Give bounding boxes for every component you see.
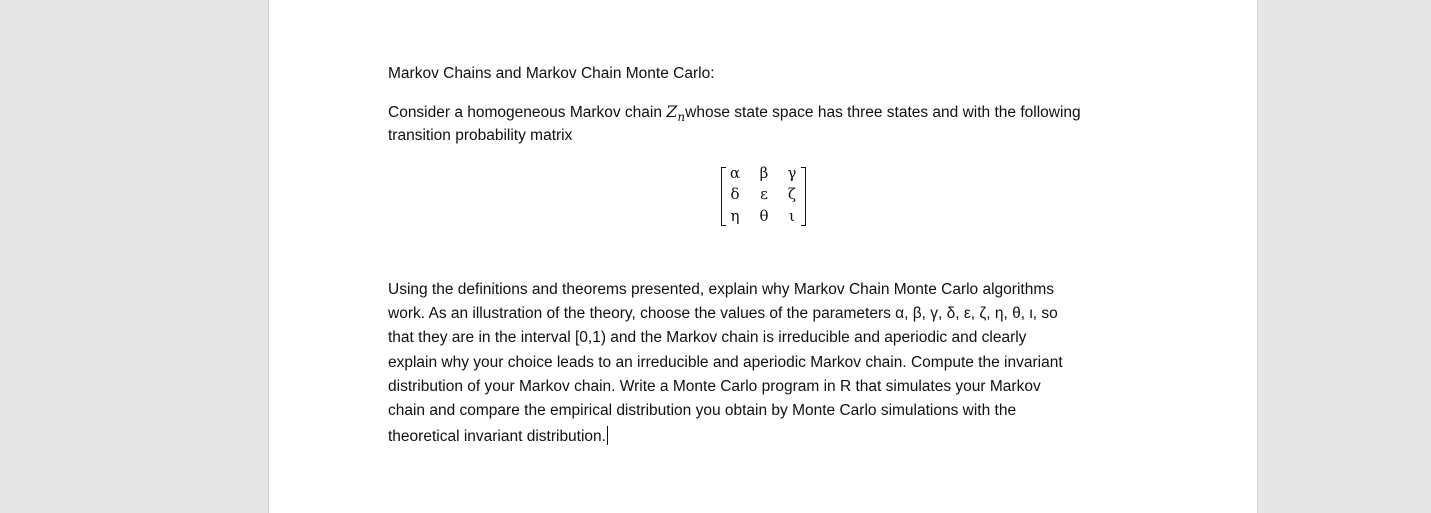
document-heading: Markov Chains and Markov Chain Monte Carlo: (388, 65, 715, 82)
matrix-cell-eta: η (730, 207, 740, 225)
body-line-5: distribution of your Markov chain. Write a Monte Carlo program in R that simulates your Markov (388, 378, 1041, 395)
intro-text-after: whose state space has three states and with the following (685, 104, 1081, 121)
matrix-cell-epsilon: ε (760, 185, 768, 203)
intro-line-2: transition probability matrix (388, 127, 573, 144)
text-cursor (607, 426, 608, 445)
matrix-cell-theta: θ (759, 207, 769, 225)
body-line-6: chain and compare the empirical distribution you obtain by Monte Carlo simulations with the (388, 402, 1017, 419)
matrix-cell-iota: ι (789, 207, 795, 225)
variable-letter: Z (666, 102, 678, 121)
body-line-3: that they are in the interval [0,1) and the Markov chain is irreducible and aperiodic and clearly (388, 329, 1027, 346)
variable-subscript: n (677, 110, 686, 124)
matrix-cell-beta: β (759, 164, 769, 182)
document-page[interactable] (268, 0, 1258, 513)
body-line-2: work. As an illustration of the theory, choose the values of the parameters α, β, γ, δ, ε, ζ, η, θ, ι, so (388, 305, 1058, 322)
matrix-cell-alpha: α (729, 164, 741, 182)
body-line-1: Using the definitions and theorems presented, explain why Markov Chain Monte Carlo algorithms (388, 281, 1054, 298)
intro-line-1 (388, 102, 1081, 124)
markov-chain-variable (666, 102, 686, 124)
body-line-7-text: theoretical invariant distribution. (388, 428, 606, 445)
intro-text-before: Consider a homogeneous Markov chain (388, 104, 667, 121)
matrix-cell-zeta: ζ (787, 185, 797, 203)
matrix-cell-delta: δ (730, 185, 740, 203)
body-line-4: explain why your choice leads to an irreducible and aperiodic Markov chain. Compute the invariant (388, 354, 1063, 371)
matrix-cell-gamma: γ (787, 164, 797, 182)
transition-matrix (721, 165, 806, 227)
body-line-7 (388, 426, 608, 446)
